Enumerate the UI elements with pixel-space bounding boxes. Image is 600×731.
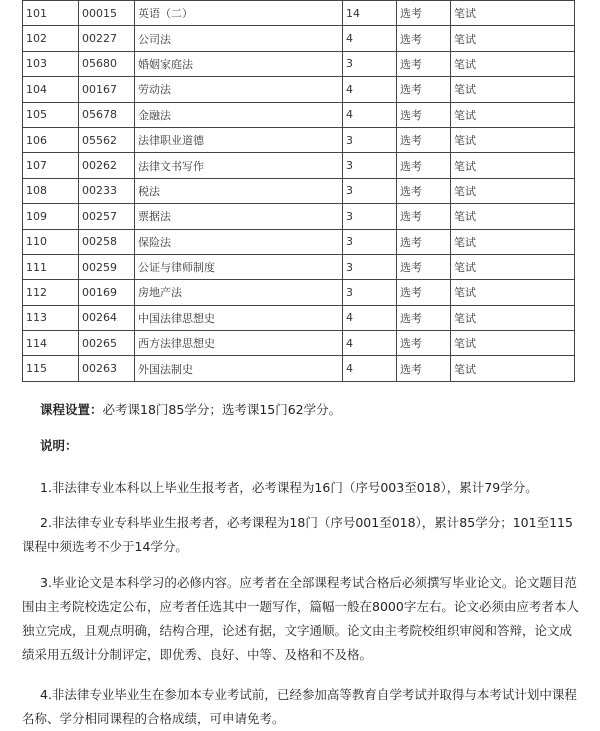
table-row	[23, 229, 575, 254]
exam-method-cell: 笔试	[451, 229, 575, 254]
seq-cell: 101	[23, 1, 79, 26]
table-row	[23, 153, 575, 178]
course-name-cell: 公司法	[135, 26, 343, 51]
course-name-cell: 法律职业道德	[135, 127, 343, 152]
type-cell: 选考	[397, 305, 451, 330]
type-cell: 选考	[397, 102, 451, 127]
table-row	[23, 102, 575, 127]
seq-cell: 112	[23, 280, 79, 305]
type-cell: 选考	[397, 178, 451, 203]
exam-method-cell: 笔试	[451, 178, 575, 203]
credit-cell: 3	[343, 229, 397, 254]
course-name-cell: 公证与律师制度	[135, 254, 343, 279]
table-row	[23, 331, 575, 356]
course-name-cell: 票据法	[135, 204, 343, 229]
code-cell: 00258	[79, 229, 135, 254]
seq-cell: 104	[23, 77, 79, 102]
table-row	[23, 178, 575, 203]
exam-method-cell: 笔试	[451, 254, 575, 279]
credit-cell: 3	[343, 51, 397, 76]
course-name-cell: 房地产法	[135, 280, 343, 305]
credit-cell: 4	[343, 102, 397, 127]
code-cell: 00227	[79, 26, 135, 51]
table-row	[23, 204, 575, 229]
code-cell: 05680	[79, 51, 135, 76]
type-cell: 选考	[397, 153, 451, 178]
seq-cell: 114	[23, 331, 79, 356]
credit-cell: 3	[343, 254, 397, 279]
type-cell: 选考	[397, 1, 451, 26]
seq-cell: 115	[23, 356, 79, 381]
course-table-body	[23, 1, 575, 382]
exam-method-cell: 笔试	[451, 26, 575, 51]
exam-method-cell: 笔试	[451, 356, 575, 381]
seq-cell: 109	[23, 204, 79, 229]
course-name-cell: 西方法律思想史	[135, 331, 343, 356]
exam-method-cell: 笔试	[451, 305, 575, 330]
credit-cell: 3	[343, 153, 397, 178]
credit-cell: 4	[343, 305, 397, 330]
exam-method-cell: 笔试	[451, 51, 575, 76]
seq-cell: 103	[23, 51, 79, 76]
explanation-paragraph-2-text: 2.非法律专业专科毕业生报考者，必考课程为18门（序号001至018），累计85学分；101至115课程中须选考不少于14学分。	[22, 515, 573, 554]
code-cell: 00167	[79, 77, 135, 102]
seq-cell: 107	[23, 153, 79, 178]
table-row	[23, 127, 575, 152]
type-cell: 选考	[397, 51, 451, 76]
table-row	[23, 51, 575, 76]
table-row	[23, 77, 575, 102]
exam-method-cell: 笔试	[451, 204, 575, 229]
seq-cell: 108	[23, 178, 79, 203]
type-cell: 选考	[397, 229, 451, 254]
credit-cell: 3	[343, 204, 397, 229]
exam-method-cell: 笔试	[451, 153, 575, 178]
type-cell: 选考	[397, 77, 451, 102]
course-name-cell: 外国法制史	[135, 356, 343, 381]
course-name-cell: 金融法	[135, 102, 343, 127]
table-row	[23, 305, 575, 330]
explanation-paragraph-1	[22, 476, 582, 500]
code-cell: 00233	[79, 178, 135, 203]
code-cell: 05678	[79, 102, 135, 127]
type-cell: 选考	[397, 356, 451, 381]
course-name-cell: 婚姻家庭法	[135, 51, 343, 76]
course-name-cell: 劳动法	[135, 77, 343, 102]
explanation-heading: 说明：	[40, 438, 78, 453]
credit-cell: 14	[343, 1, 397, 26]
explanation-paragraph-3-text: 3.毕业论文是本科学习的必修内容。应考者在全部课程考试合格后必须撰写毕业论文。论文题目范围由主考院校选定公布，应考者任选其中一题写作，篇幅一般在8000字左右。论文必须由应考者本人独立完成，且观点明确，结构合理，论述有据，文字通顺。论文由主考院校组织审阅和答辩，论文成绩采用五级计分制评定，即优秀、良好、中等、及格和不及格。	[22, 575, 579, 662]
course-name-cell: 法律文书写作	[135, 153, 343, 178]
type-cell: 选考	[397, 127, 451, 152]
code-cell: 00257	[79, 204, 135, 229]
course-table	[22, 0, 575, 382]
type-cell: 选考	[397, 280, 451, 305]
credit-cell: 4	[343, 356, 397, 381]
code-cell: 05562	[79, 127, 135, 152]
course-name-cell: 中国法律思想史	[135, 305, 343, 330]
seq-cell: 106	[23, 127, 79, 152]
exam-method-cell: 笔试	[451, 127, 575, 152]
table-row	[23, 1, 575, 26]
exam-method-cell: 笔试	[451, 331, 575, 356]
course-setting-label: 课程设置：	[40, 402, 103, 417]
code-cell: 00264	[79, 305, 135, 330]
table-row	[23, 356, 575, 381]
code-cell: 00259	[79, 254, 135, 279]
exam-method-cell: 笔试	[451, 77, 575, 102]
exam-method-cell: 笔试	[451, 1, 575, 26]
seq-cell: 102	[23, 26, 79, 51]
seq-cell: 111	[23, 254, 79, 279]
credit-cell: 3	[343, 280, 397, 305]
type-cell: 选考	[397, 331, 451, 356]
table-row	[23, 280, 575, 305]
table-row	[23, 254, 575, 279]
exam-method-cell: 笔试	[451, 102, 575, 127]
seq-cell: 113	[23, 305, 79, 330]
type-cell: 选考	[397, 254, 451, 279]
course-setting-text: 必考课18门85学分；选考课15门62学分。	[102, 402, 342, 417]
code-cell: 00015	[79, 1, 135, 26]
table-row	[23, 26, 575, 51]
course-name-cell: 英语（二）	[135, 1, 343, 26]
seq-cell: 110	[23, 229, 79, 254]
code-cell: 00265	[79, 331, 135, 356]
code-cell: 00262	[79, 153, 135, 178]
course-name-cell: 保险法	[135, 229, 343, 254]
code-cell: 00263	[79, 356, 135, 381]
credit-cell: 4	[343, 331, 397, 356]
explanation-paragraph-1-text: 1.非法律专业本科以上毕业生报考者，必考课程为16门（序号003至018），累计79学分。	[40, 480, 538, 495]
credit-cell: 3	[343, 127, 397, 152]
credit-cell: 4	[343, 26, 397, 51]
type-cell: 选考	[397, 204, 451, 229]
code-cell: 00169	[79, 280, 135, 305]
explanation-paragraph-4-text: 4.非法律专业毕业生在参加本专业考试前，已经参加高等教育自学考试并取得与本考试计划中课程名称、学分相同课程的合格成绩，可申请免考。	[22, 687, 577, 726]
type-cell: 选考	[397, 26, 451, 51]
explanation-paragraph-2	[22, 511, 582, 559]
seq-cell: 105	[23, 102, 79, 127]
credit-cell: 4	[343, 77, 397, 102]
exam-method-cell: 笔试	[451, 280, 575, 305]
explanation-paragraph-3	[22, 571, 582, 667]
course-setting	[40, 400, 341, 418]
course-name-cell: 税法	[135, 178, 343, 203]
credit-cell: 3	[343, 178, 397, 203]
